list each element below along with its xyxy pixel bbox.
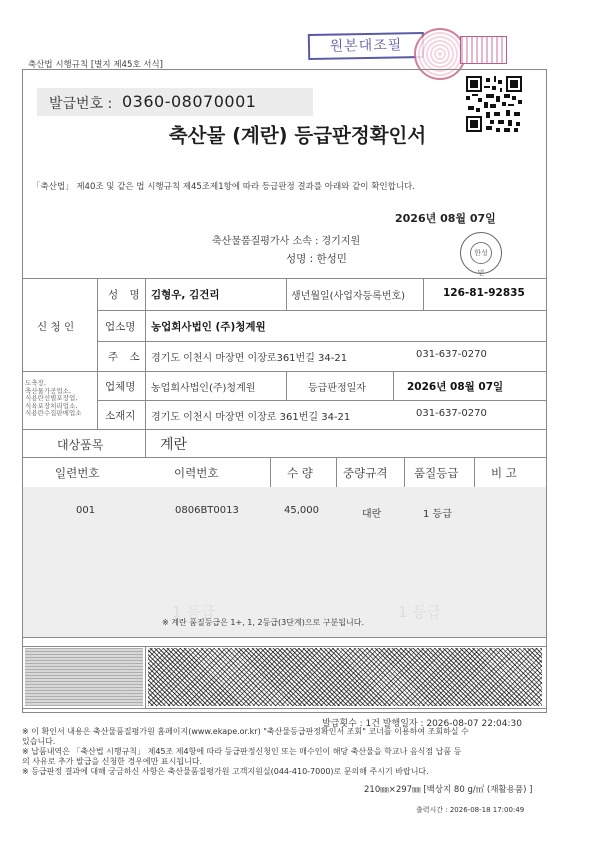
facility-type-1: 도축장, <box>25 379 46 387</box>
issue-info: 발급횟수 : 1건 발행일자 : 2026-08-07 22:04:30 <box>322 719 522 729</box>
inspector-seal-text: 한성민 <box>470 242 492 264</box>
applicant-name: 김형우, 김건리 <box>151 289 220 301</box>
location-label: 소재지 <box>105 410 136 422</box>
form-label: 축산법 시행규칙 [별지 제45호 서식] <box>28 60 164 70</box>
facility-section-label <box>25 380 82 418</box>
header-quality-grade: 품질등급 <box>414 466 459 480</box>
note-line: 있습니다. <box>22 737 56 746</box>
note-line: ※ 납품내역은 「축산법 시행규칙」 제45조 제4항에 따라 등급판정신청인 또는 매수인이 해당 축산물을 학교나 음식점 납품 등 <box>22 747 462 756</box>
business-name-label: 업체명 <box>105 381 136 393</box>
row-quantity: 45,000 <box>284 505 319 516</box>
company-label: 업소명 <box>105 321 136 333</box>
target-item-label: 대상품목 <box>57 438 104 452</box>
business-number: 126-81-92835 <box>443 287 525 299</box>
table-border <box>97 400 547 401</box>
table-border <box>22 708 547 709</box>
paper-size: 210㎜×297㎜ [백상지 80 g/㎡ (재활용품) ] <box>364 785 533 795</box>
grade-notice: ※ 계란 품질등급은 1+, 1, 2등급(3단계)으로 구분됩니다. <box>162 618 364 627</box>
issue-number: 0360-08070001 <box>122 92 257 111</box>
facility-phone: 031-637-0270 <box>416 408 487 419</box>
table-border <box>97 341 547 342</box>
table-border <box>97 278 98 429</box>
table-border <box>22 278 547 279</box>
intro-text: 「축산법」 제40조 및 같은 법 시행규칙 제45조제1항에 따라 등급판정 결과를 아래와 같이 확인합니다. <box>32 182 415 192</box>
table-border <box>22 457 547 458</box>
table-border <box>393 371 394 400</box>
header-quantity: 수 량 <box>287 466 313 480</box>
facility-type-4: 식육포장처리업소, <box>25 401 78 410</box>
note-line: ※ 이 확인서 내용은 축산물품질평가원 홈페이지(www.ekape.or.kr) "축산물등급판정확인서 조회" 코너를 이용하여 조회하실 수 <box>22 727 469 736</box>
document-title: 축산물 (계란) 등급판정확인서 <box>168 124 427 147</box>
issue-number-label: 발급번호 : <box>49 96 113 112</box>
address-label: 주 소 <box>108 351 144 363</box>
row-weight-class: 대란 <box>362 509 382 520</box>
table-border <box>286 371 287 400</box>
facility-type-2: 축산물가공업소, <box>25 386 72 395</box>
row-quality-grade: 1 등급 <box>423 509 452 520</box>
grading-date-label: 등급판정일자 <box>308 383 366 394</box>
business-name: 농업회사법인(주)청계원 <box>151 383 256 394</box>
table-border <box>145 646 146 708</box>
table-border <box>286 278 287 310</box>
row-trace-number: 0806BT0013 <box>175 505 239 516</box>
applicant-section-label: 신 청 인 <box>37 321 75 333</box>
header-trace-number: 이력번호 <box>174 466 219 480</box>
table-border <box>22 371 547 372</box>
header-weight-class: 중량규격 <box>343 466 388 480</box>
facility-type-5: 식용란수집판매업소 <box>25 409 82 417</box>
issue-date: 2026년 08월 07일 <box>395 212 496 225</box>
table-border <box>423 278 424 310</box>
row-serial: 001 <box>76 505 96 516</box>
header-remarks: 비 고 <box>491 466 517 480</box>
seal-stamp-icon <box>460 36 507 64</box>
table-border <box>22 637 547 638</box>
header-serial: 일련번호 <box>55 466 100 480</box>
note-line: ※ 등급판정 결과에 대해 궁금하신 사항은 축산물품질평가원 고객지원실(044-410-7000)로 문의해 주시기 바랍니다. <box>22 767 429 776</box>
grading-date: 2026년 08월 07일 <box>407 381 504 393</box>
print-time: 출력시간 : 2026-08-18 17:00:49 <box>416 806 525 814</box>
table-border <box>270 457 271 487</box>
table-border <box>22 429 547 430</box>
table-border <box>22 646 547 647</box>
security-pattern <box>148 648 542 706</box>
original-copy-stamp: 원본대조필 <box>308 32 424 60</box>
table-border <box>474 457 475 487</box>
table-border <box>145 278 146 457</box>
grade-watermark-right: 1 등급 <box>398 603 442 621</box>
facility-address: 경기도 이천시 마장면 이장로 361번길 34-21 <box>151 412 351 423</box>
footer-notes <box>22 727 469 777</box>
hologram-icon <box>25 648 143 706</box>
company-name: 농업회사법인 (주)청계원 <box>151 321 266 333</box>
inspector-name: 성명 : 한성민 <box>286 253 347 265</box>
applicant-address: 경기도 이천시 마장면 이장로361번길 34-21 <box>151 353 348 364</box>
table-border <box>97 310 547 311</box>
applicant-phone: 031-637-0270 <box>416 349 487 360</box>
grade-watermark-left: 1 등급 <box>172 603 216 621</box>
facility-type-3: 식용란선별포장업, <box>25 394 78 402</box>
table-border <box>404 457 405 487</box>
target-item-value: 계란 <box>160 437 188 453</box>
inspector-seal-icon <box>460 232 502 277</box>
table-border <box>336 457 337 487</box>
note-line: 의 사유로 추가 발급을 신청한 경우에만 표시됩니다. <box>22 757 203 766</box>
birth-label: 생년월일(사업자등록번호) <box>291 291 406 302</box>
name-label: 성 명 <box>108 289 144 301</box>
inspector-affiliation: 축산물품질평가사 소속 : 경기지원 <box>212 236 361 247</box>
